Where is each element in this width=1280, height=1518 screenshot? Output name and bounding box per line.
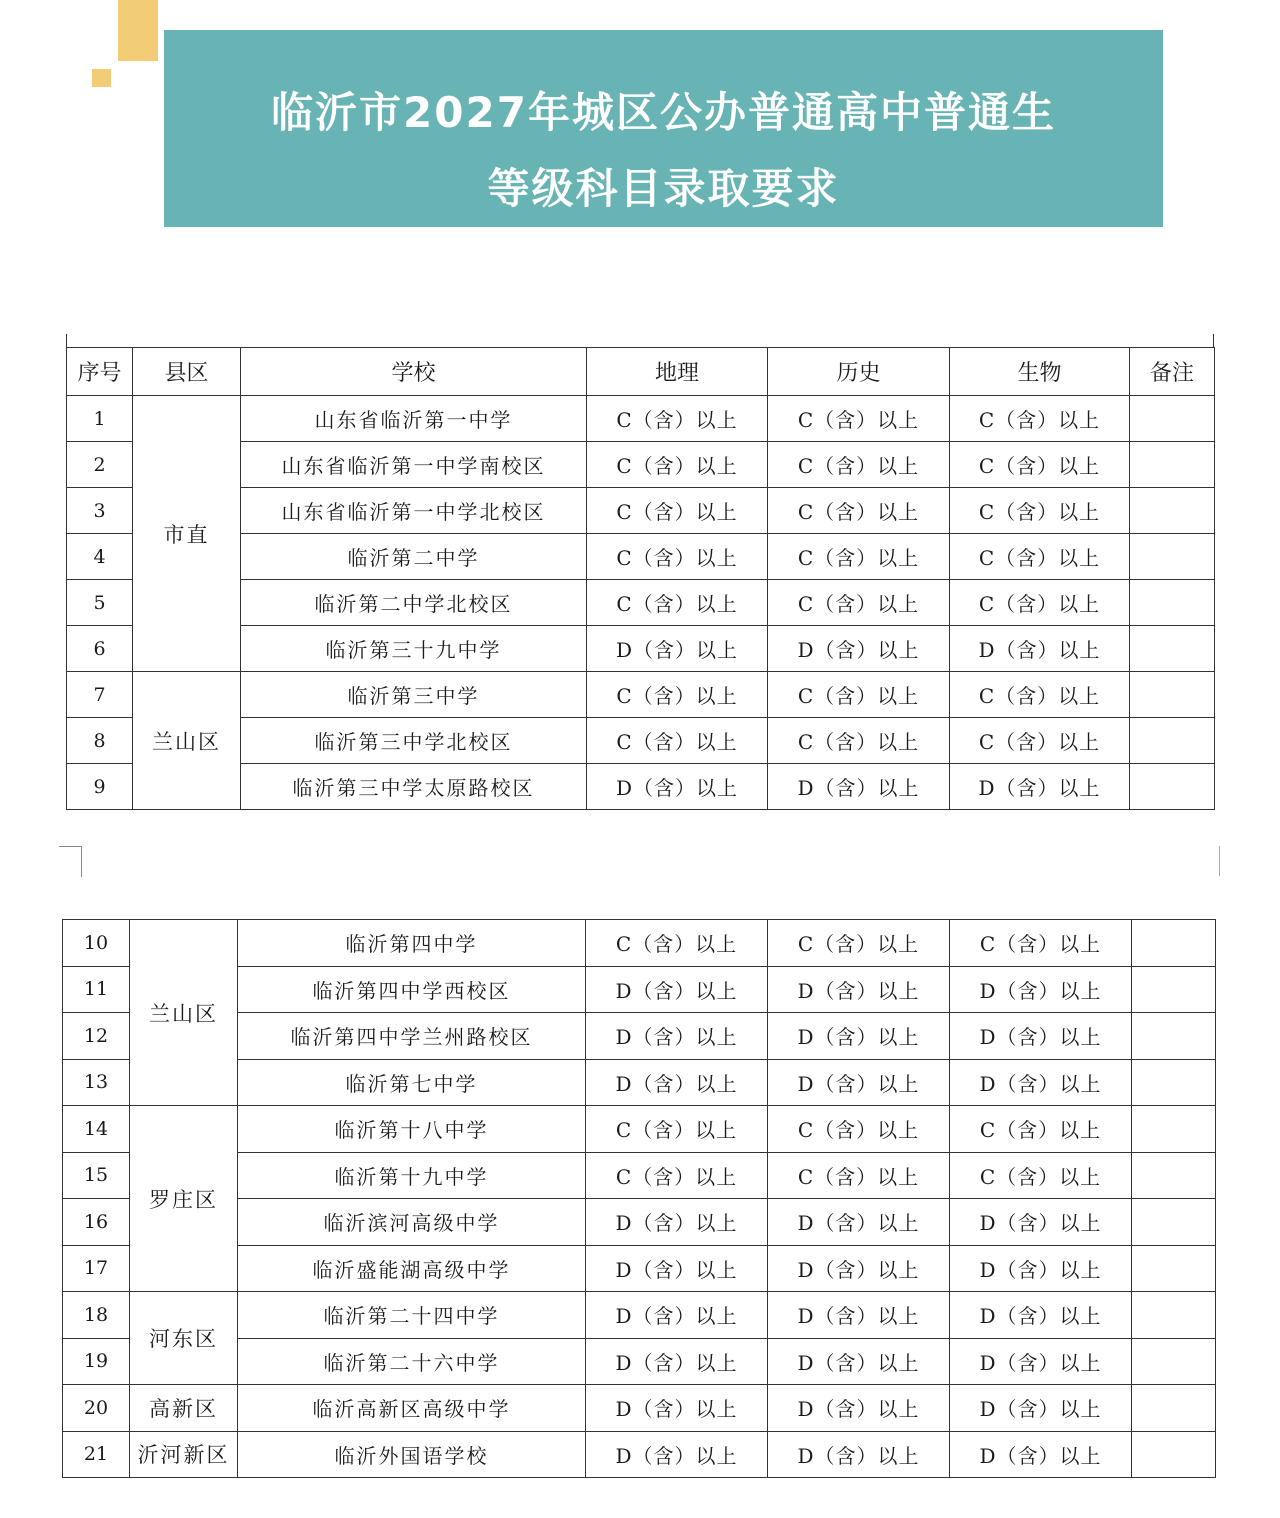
geography-grade: C（含）以上 <box>587 396 768 442</box>
row-number: 18 <box>63 1292 130 1339</box>
note-cell <box>1132 1292 1216 1339</box>
history-grade: C（含）以上 <box>768 920 950 967</box>
geography-grade: D（含）以上 <box>587 626 768 672</box>
note-cell <box>1132 920 1216 967</box>
row-number: 17 <box>63 1245 130 1292</box>
biology-grade: D（含）以上 <box>950 1385 1132 1432</box>
geography-grade: D（含）以上 <box>586 1199 768 1246</box>
geography-grade: D（含）以上 <box>586 1059 768 1106</box>
geography-grade: D（含）以上 <box>586 1013 768 1060</box>
row-number: 1 <box>67 396 133 442</box>
row-number: 21 <box>63 1431 130 1478</box>
note-cell <box>1130 396 1215 442</box>
table-top-rule <box>66 334 1214 347</box>
row-number: 9 <box>67 764 133 810</box>
school-name: 山东省临沂第一中学南校区 <box>241 442 587 488</box>
note-cell <box>1132 1059 1216 1106</box>
school-name: 临沂高新区高级中学 <box>238 1385 586 1432</box>
school-name: 临沂第三中学太原路校区 <box>241 764 587 810</box>
header-biology: 生物 <box>950 348 1130 396</box>
table-body-part2 <box>63 920 1216 1478</box>
header-geography: 地理 <box>587 348 768 396</box>
page-title-line1: 临沂市2027年城区公办普通高中普通生 <box>271 88 1056 137</box>
geography-grade: D（含）以上 <box>587 764 768 810</box>
biology-grade: D（含）以上 <box>950 966 1132 1013</box>
school-name: 临沂第三中学北校区 <box>241 718 587 764</box>
note-cell <box>1130 442 1215 488</box>
note-cell <box>1130 580 1215 626</box>
history-grade: D（含）以上 <box>768 1199 950 1246</box>
biology-grade: C（含）以上 <box>950 580 1130 626</box>
note-cell <box>1132 1106 1216 1153</box>
biology-grade: D（含）以上 <box>950 1059 1132 1106</box>
header-history: 历史 <box>768 348 950 396</box>
district-cell: 市直 <box>133 396 241 672</box>
history-grade: C（含）以上 <box>768 396 950 442</box>
table-row <box>63 1292 1216 1339</box>
admission-table-part1 <box>66 347 1215 810</box>
geography-grade: C（含）以上 <box>587 442 768 488</box>
geography-grade: C（含）以上 <box>587 580 768 626</box>
biology-grade: D（含）以上 <box>950 1199 1132 1246</box>
note-cell <box>1132 1338 1216 1385</box>
geography-grade: C（含）以上 <box>586 1152 768 1199</box>
table-row <box>67 396 1215 442</box>
history-grade: D（含）以上 <box>768 1013 950 1060</box>
history-grade: C（含）以上 <box>768 672 950 718</box>
district-cell: 兰山区 <box>133 672 241 810</box>
note-cell <box>1130 534 1215 580</box>
biology-grade: C（含）以上 <box>950 488 1130 534</box>
row-number: 16 <box>63 1199 130 1246</box>
row-number: 6 <box>67 626 133 672</box>
geography-grade: D（含）以上 <box>586 1338 768 1385</box>
geography-grade: D（含）以上 <box>586 1385 768 1432</box>
school-name: 临沂第七中学 <box>238 1059 586 1106</box>
geography-grade: D（含）以上 <box>586 1431 768 1478</box>
note-cell <box>1132 1199 1216 1246</box>
district-cell: 罗庄区 <box>130 1106 238 1292</box>
geography-grade: D（含）以上 <box>586 966 768 1013</box>
school-name: 山东省临沂第一中学 <box>241 396 587 442</box>
title-banner <box>164 30 1163 227</box>
biology-grade: D（含）以上 <box>950 1431 1132 1478</box>
decorative-block-large <box>118 0 158 61</box>
district-cell: 兰山区 <box>130 920 238 1106</box>
page-title-line2: 等级科目录取要求 <box>487 164 840 213</box>
decorative-block-small <box>92 69 111 87</box>
page-corner-mark <box>59 846 82 877</box>
row-number: 19 <box>63 1338 130 1385</box>
header-school: 学校 <box>241 348 587 396</box>
school-name: 临沂第三十九中学 <box>241 626 587 672</box>
row-number: 7 <box>67 672 133 718</box>
biology-grade: D（含）以上 <box>950 626 1130 672</box>
geography-grade: C（含）以上 <box>587 488 768 534</box>
biology-grade: C（含）以上 <box>950 1152 1132 1199</box>
table-row <box>67 672 1215 718</box>
row-number: 11 <box>63 966 130 1013</box>
row-number: 20 <box>63 1385 130 1432</box>
biology-grade: D（含）以上 <box>950 764 1130 810</box>
row-number: 3 <box>67 488 133 534</box>
note-cell <box>1130 764 1215 810</box>
biology-grade: D（含）以上 <box>950 1292 1132 1339</box>
row-number: 14 <box>63 1106 130 1153</box>
history-grade: C（含）以上 <box>768 534 950 580</box>
table-row <box>63 1385 1216 1432</box>
history-grade: C（含）以上 <box>768 1152 950 1199</box>
history-grade: D（含）以上 <box>768 626 950 672</box>
row-number: 13 <box>63 1059 130 1106</box>
district-cell: 沂河新区 <box>130 1431 238 1478</box>
history-grade: D（含）以上 <box>768 1431 950 1478</box>
biology-grade: C（含）以上 <box>950 442 1130 488</box>
history-grade: D（含）以上 <box>768 1338 950 1385</box>
geography-grade: C（含）以上 <box>586 1106 768 1153</box>
history-grade: D（含）以上 <box>768 966 950 1013</box>
geography-grade: D（含）以上 <box>586 1292 768 1339</box>
history-grade: C（含）以上 <box>768 488 950 534</box>
geography-grade: D（含）以上 <box>586 1245 768 1292</box>
biology-grade: C（含）以上 <box>950 1106 1132 1153</box>
school-name: 临沂盛能湖高级中学 <box>238 1245 586 1292</box>
table-header-row <box>67 348 1215 396</box>
note-cell <box>1132 1245 1216 1292</box>
table-row <box>63 1431 1216 1478</box>
geography-grade: C（含）以上 <box>586 920 768 967</box>
note-cell <box>1132 1152 1216 1199</box>
header-no: 序号 <box>67 348 133 396</box>
note-cell <box>1130 488 1215 534</box>
school-name: 临沂第二十六中学 <box>238 1338 586 1385</box>
row-number: 8 <box>67 718 133 764</box>
row-number: 2 <box>67 442 133 488</box>
biology-grade: C（含）以上 <box>950 672 1130 718</box>
biology-grade: D（含）以上 <box>950 1245 1132 1292</box>
note-cell <box>1132 1431 1216 1478</box>
row-number: 15 <box>63 1152 130 1199</box>
row-number: 12 <box>63 1013 130 1060</box>
page-edge-mark <box>1219 846 1222 876</box>
biology-grade: C（含）以上 <box>950 396 1130 442</box>
geography-grade: C（含）以上 <box>587 718 768 764</box>
note-cell <box>1130 718 1215 764</box>
school-name: 临沂第二中学 <box>241 534 587 580</box>
district-cell: 河东区 <box>130 1292 238 1385</box>
school-name: 临沂第四中学 <box>238 920 586 967</box>
note-cell <box>1130 626 1215 672</box>
history-grade: C（含）以上 <box>768 442 950 488</box>
biology-grade: C（含）以上 <box>950 920 1132 967</box>
history-grade: C（含）以上 <box>768 1106 950 1153</box>
header-district: 县区 <box>133 348 241 396</box>
history-grade: D（含）以上 <box>768 764 950 810</box>
history-grade: C（含）以上 <box>768 718 950 764</box>
table-row <box>63 1106 1216 1153</box>
school-name: 临沂第三中学 <box>241 672 587 718</box>
school-name: 临沂外国语学校 <box>238 1431 586 1478</box>
row-number: 10 <box>63 920 130 967</box>
history-grade: D（含）以上 <box>768 1245 950 1292</box>
school-name: 临沂第四中学西校区 <box>238 966 586 1013</box>
table-row <box>63 920 1216 967</box>
history-grade: D（含）以上 <box>768 1385 950 1432</box>
school-name: 临沂第二十四中学 <box>238 1292 586 1339</box>
note-cell <box>1132 1013 1216 1060</box>
row-number: 5 <box>67 580 133 626</box>
school-name: 临沂滨河高级中学 <box>238 1199 586 1246</box>
admission-table-part2 <box>62 919 1216 1478</box>
history-grade: D（含）以上 <box>768 1292 950 1339</box>
school-name: 临沂第四中学兰州路校区 <box>238 1013 586 1060</box>
school-name: 临沂第二中学北校区 <box>241 580 587 626</box>
school-name: 山东省临沂第一中学北校区 <box>241 488 587 534</box>
table-body-part1 <box>67 396 1215 810</box>
biology-grade: D（含）以上 <box>950 1013 1132 1060</box>
note-cell <box>1132 1385 1216 1432</box>
school-name: 临沂第十八中学 <box>238 1106 586 1153</box>
header-note: 备注 <box>1130 348 1215 396</box>
geography-grade: C（含）以上 <box>587 672 768 718</box>
history-grade: D（含）以上 <box>768 1059 950 1106</box>
biology-grade: C（含）以上 <box>950 534 1130 580</box>
biology-grade: C（含）以上 <box>950 718 1130 764</box>
school-name: 临沂第十九中学 <box>238 1152 586 1199</box>
geography-grade: C（含）以上 <box>587 534 768 580</box>
row-number: 4 <box>67 534 133 580</box>
note-cell <box>1130 672 1215 718</box>
history-grade: C（含）以上 <box>768 580 950 626</box>
biology-grade: D（含）以上 <box>950 1338 1132 1385</box>
district-cell: 高新区 <box>130 1385 238 1432</box>
note-cell <box>1132 966 1216 1013</box>
